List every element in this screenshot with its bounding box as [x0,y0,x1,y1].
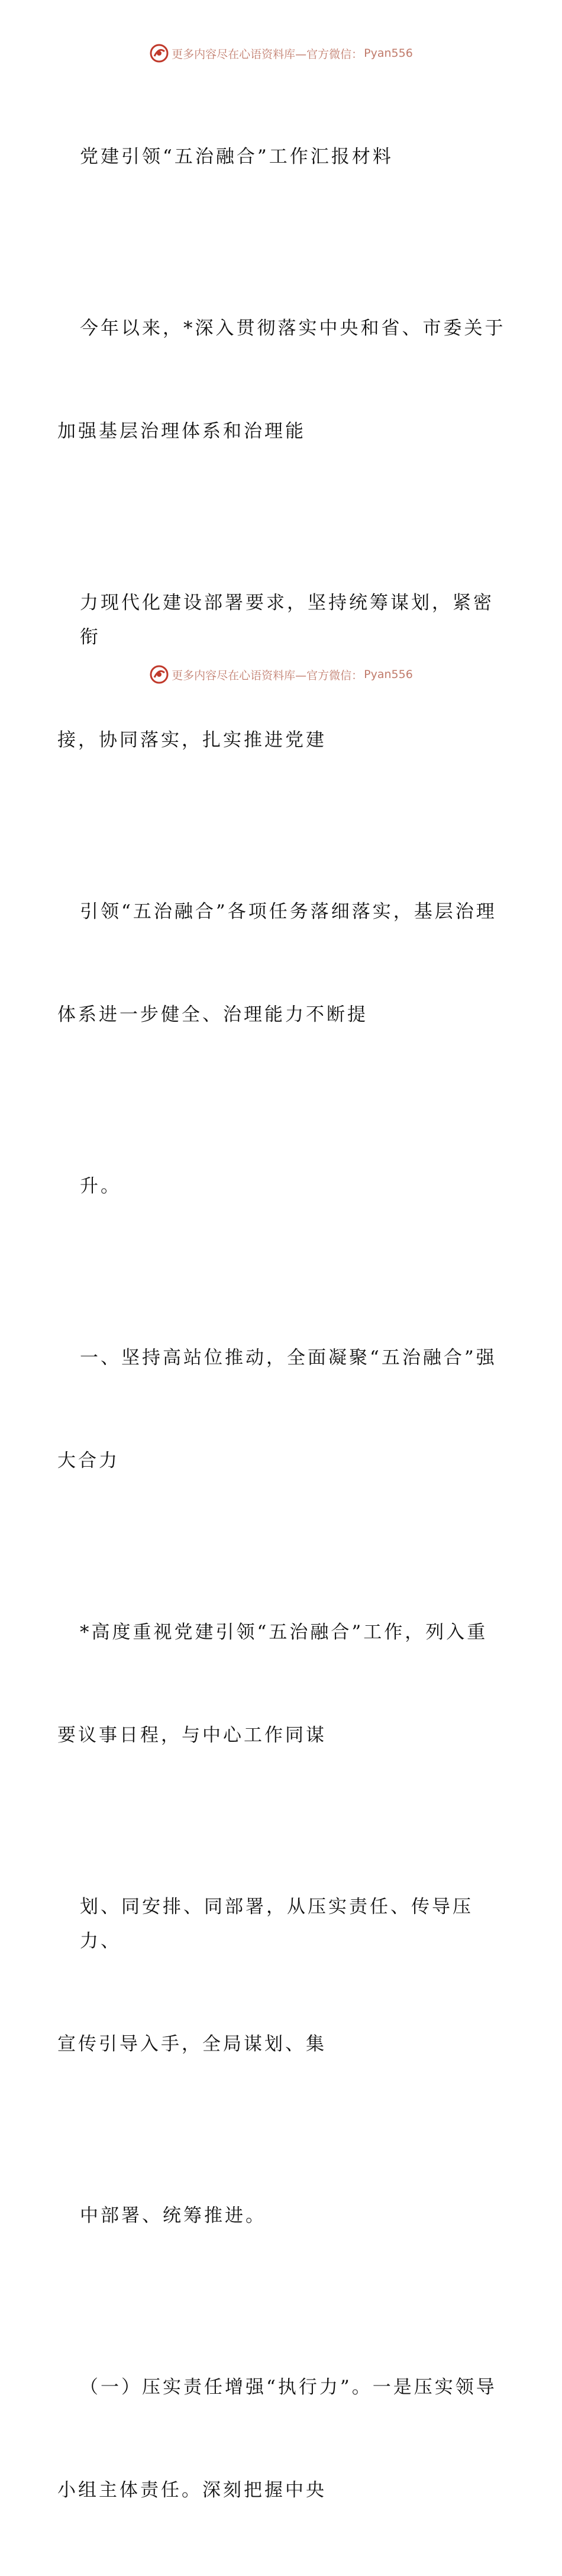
paragraph-line: 要议事日程，与中心工作同谋 [57,1725,327,1746]
paragraph-line: 引领“五治融合”各项任务落细落实，基层治理 [80,901,497,922]
paragraph-line: 今年以来，*深入贯彻落实中央和省、市委关于 [80,318,506,339]
watermark-account: Pyan556 [364,47,413,60]
paragraph-line: 力现代化建设部署要求，坚持统筹谋划，紧密衔 [80,592,494,648]
paragraph-line: （一）压实责任增强“执行力”。一是压实领导 [80,2377,497,2398]
paragraph-line: 大合力 [57,1450,119,1471]
watermark-top [0,41,562,65]
paragraph [57,826,507,1100]
watermark-bottom [0,663,562,686]
paragraph-line: 体系进一步健全、治理能力不断提 [57,1004,368,1025]
paragraph-line: 宣传引导入手，全局谋划、集 [57,2033,327,2055]
document-title [57,71,507,243]
document-body [57,71,507,2576]
paragraph-line: *高度重视党建引领“五治融合”工作，列入重 [80,1622,488,1643]
watermark-text: 更多内容尽在心语资料库—官方微信： [172,669,363,682]
paragraph [57,1547,507,1821]
paragraph-line: 一、坚持高站位推动，全面凝聚“五治融合”强 [80,1347,497,1368]
paragraph [57,2130,507,2301]
paragraph-line: 中部署、统筹推进。 [80,2205,266,2226]
paragraph-line: 划、同安排、同部署，从压实责任、传导压力、 [80,1896,473,1952]
brand-logo-icon [149,43,169,63]
paragraph-line: 升。 [80,1176,121,1197]
brand-logo-icon [149,664,169,685]
subsection-heading [57,2301,507,2576]
paragraph-line: 接，协同落实，扎实推进党建 [57,729,327,751]
paragraph [57,1821,507,2130]
paragraph [57,1100,507,1272]
paragraph-line: 加强基层治理体系和治理能 [57,421,306,442]
paragraph-line: 小组主体责任。深刻把握中央 [57,2480,327,2501]
section-heading [57,1272,507,1547]
watermark-account: Pyan556 [364,668,413,681]
watermark-text: 更多内容尽在心语资料库—官方微信： [172,47,363,61]
paragraph [57,243,507,517]
paragraph-line: 党建引领“五治融合”工作汇报材料 [80,146,393,167]
